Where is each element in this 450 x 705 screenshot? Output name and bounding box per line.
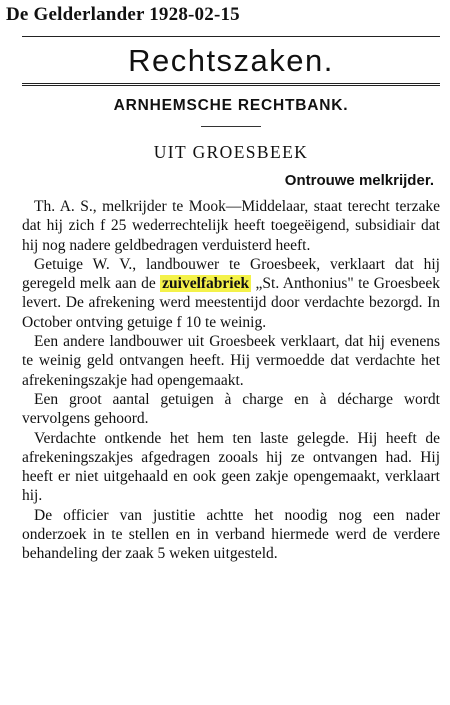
title-rule (22, 83, 440, 86)
highlighted-term: zuivelfabriek (162, 275, 250, 293)
paragraph-2-end: „St. Anthonius" te Groesbeek levert. De afrekening werd meestentijd door verdachte bezorgd. In October ontving getuige f 10 te weinig. (22, 275, 440, 331)
paragraph-3: Een andere landbouwer uit Groesbeek verklaart, dat hij evenens te weinig geld ontvangen heeft. Hij vermoedde dat verdachte het afrekeningszakje had opengemaakt. (22, 333, 440, 389)
paragraph-1: Th. A. S., melkrijder te Mook—Middelaar, staat terecht terzake dat hij zich f 25 wederrechtelijk heeft toegeëigend, subsidiair dat hij nog nadere geldbedragen verduisterd heeft. (22, 198, 440, 254)
short-divider (201, 126, 261, 127)
place-heading: UIT GROESBEEK (153, 142, 309, 162)
article-subheading: Ontrouwe melkrijder. (284, 172, 434, 189)
top-rule (22, 36, 440, 37)
article-body (22, 197, 440, 564)
court-heading: ARNHEMSCHE RECHTBANK. (113, 97, 349, 114)
article-clipping (22, 36, 440, 700)
paragraph-2 (22, 255, 440, 332)
paragraph-5: Verdachte ontkende het hem ten laste gelegde. Hij heeft de afrekeningszakjes afgedragen zooals hij ze ontvangen had. Hij heeft er niet uitgehaald en ook geen zakje opengemaakt, verklaart hij. (22, 429, 440, 505)
paragraph-2-start: Getuige W. V., landbouwer te Groesbeek, verklaart dat hij geregeld melk aan de (22, 255, 440, 293)
newspaper-masthead: De Gelderlander 1928-02-15 (6, 4, 240, 25)
section-title: Rechtszaken. (128, 43, 334, 78)
paragraph-4: Een groot aantal getuigen à charge en à décharge wordt vervolgens gehoord. (22, 390, 440, 428)
paragraph-6: De officier van justitie achtte het noodig nog een nader onderzoek in te stellen en in verband hiermede werd de verdere behandeling der zaak 5 weken uitgesteld. (22, 506, 440, 563)
